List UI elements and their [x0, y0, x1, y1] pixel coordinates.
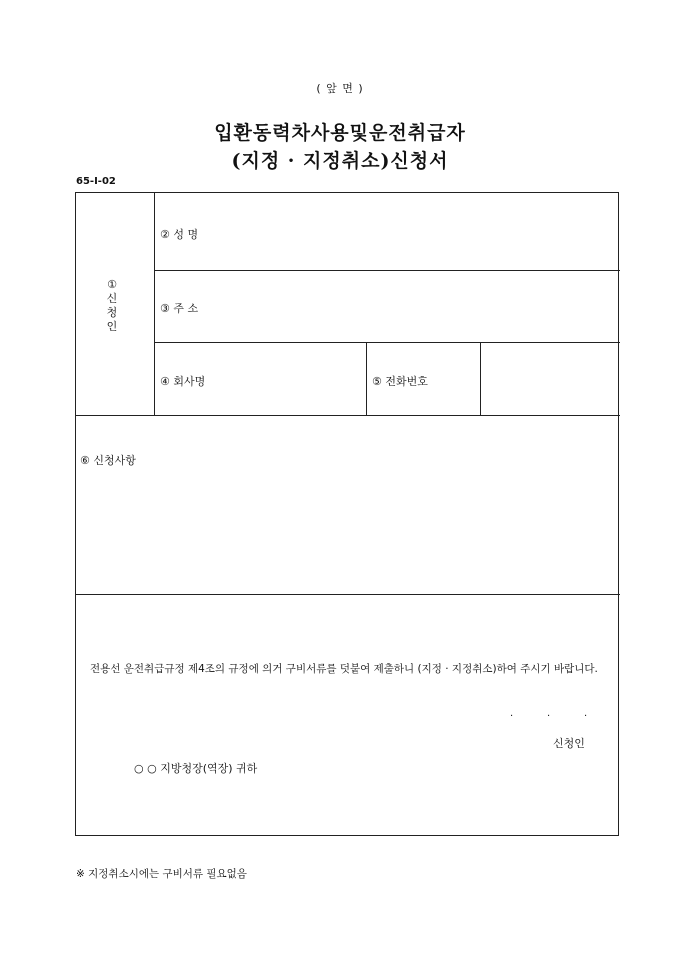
applicant-label [97, 278, 127, 334]
form-code: 65-I-02 [76, 176, 116, 187]
address-field-label: ③ 주 소 [160, 302, 199, 315]
date-mark-month: · [547, 711, 551, 722]
applicant-char: 청 [106, 306, 118, 319]
request-field-label: ⑥ 신청사항 [80, 454, 136, 467]
phone-field-label: ⑤ 전화번호 [372, 375, 428, 388]
form-title-line2: (지정 · 지정취소)신청서 [231, 150, 449, 172]
date-mark-year: · [510, 711, 514, 722]
statement-text: 전용선 운전취급규정 제4조의 규정에 의거 구비서류를 덧붙여 제출하니 (지정 · 지정취소)하여 주시기 바랍니다. [90, 663, 598, 675]
applicant-column-divider [154, 193, 155, 415]
name-row-divider [154, 270, 620, 271]
company-phone-divider [366, 342, 367, 415]
footnote: ※ 지정취소시에는 구비서류 필요없음 [76, 868, 247, 880]
addressee-line: ○ ○ 지방청장(역장) 귀하 [134, 762, 258, 775]
applicant-char: 인 [106, 320, 118, 333]
application-form-box [75, 192, 619, 836]
form-title-line1: 입환동력차사용및운전취급자 [214, 122, 466, 144]
company-field-label: ④ 회사명 [160, 375, 206, 388]
applicant-signature-label: 신청인 [553, 737, 585, 750]
phone-value-divider [480, 342, 481, 415]
name-field-label: ② 성 명 [160, 228, 199, 241]
date-mark-day: · [584, 711, 588, 722]
top-section-divider [76, 415, 620, 416]
address-row-divider [154, 342, 620, 343]
applicant-char: 신 [106, 292, 118, 305]
page-side-label: ( 앞 면 ) [316, 82, 364, 95]
applicant-number: ① [107, 278, 117, 291]
request-section-divider [76, 594, 620, 595]
